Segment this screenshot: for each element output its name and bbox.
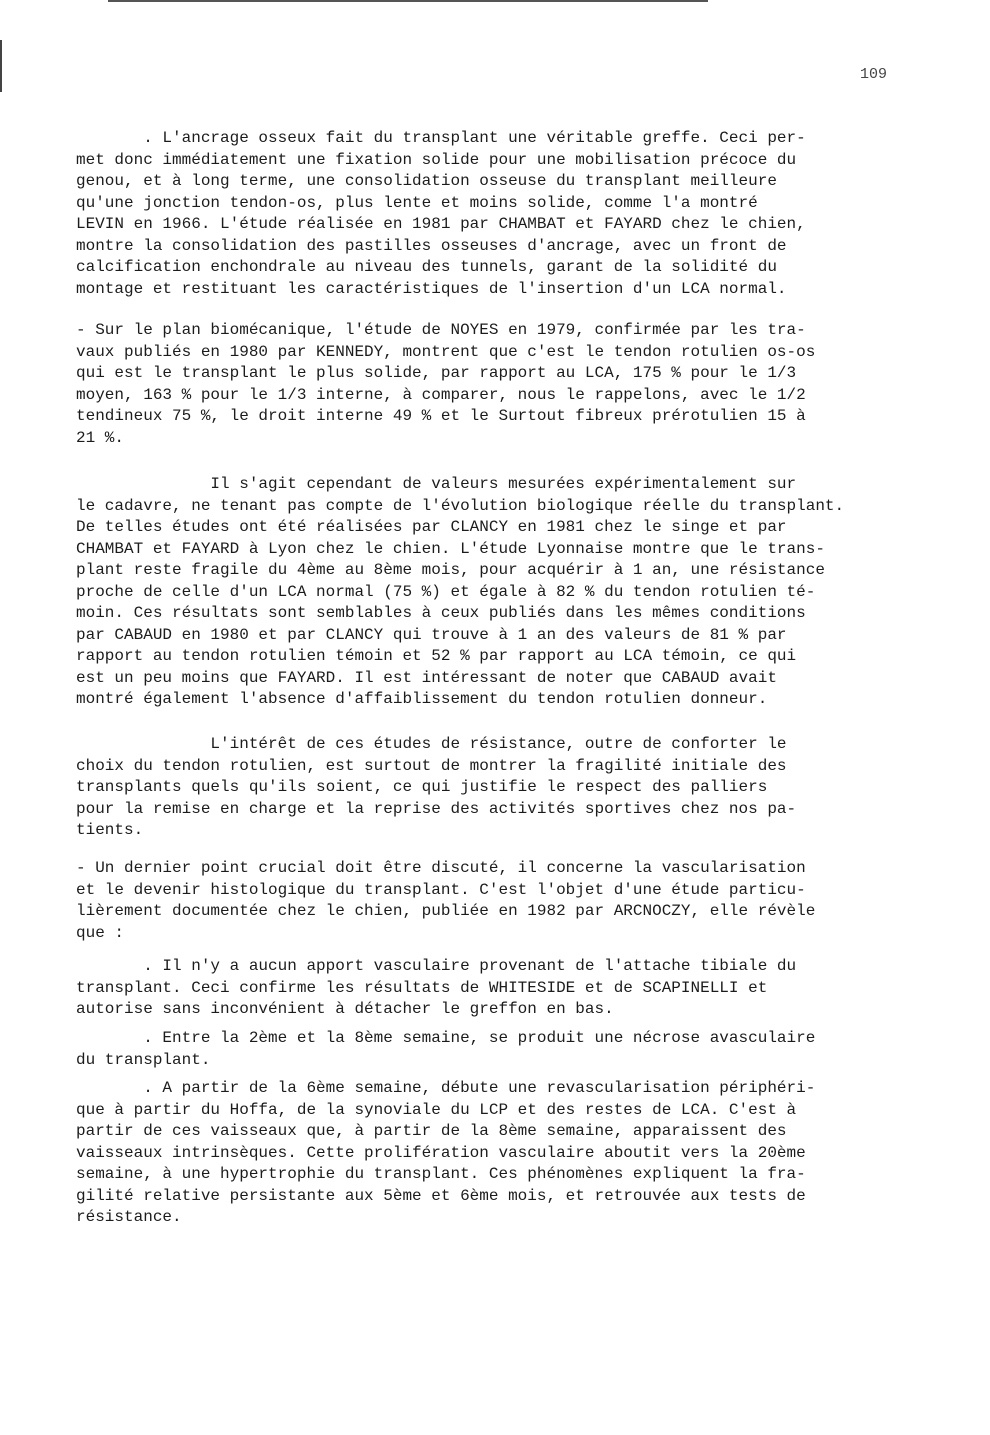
text-line: LEVIN en 1966. L'étude réalisée en 1981 par CHAMBAT et FAYARD chez le chien, [76,215,806,233]
text-line: CHAMBAT et FAYARD à Lyon chez le chien. L'étude Lyonnaise montre que le trans- [76,539,825,558]
text-line: De telles études ont été réalisées par CLANCY en 1981 chez le singe et par [76,518,787,536]
paragraph-revascularisation [76,1078,906,1229]
text-line: est un peu moins que FAYARD. Il est intéressant de noter que CABAUD avait [76,668,777,687]
text-line: autorise sans inconvénient à détacher le greffon en bas. [76,1000,614,1018]
text-line: montage et restituant les caractéristiques de l'insertion d'un LCA normal. [76,279,787,298]
paragraph-experimental-values [76,474,906,711]
text-line: . Entre la 2ème et la 8ème semaine, se produit une nécrose avasculaire [76,1029,816,1047]
paragraph-no-tibial-supply [76,956,906,1021]
text-line: tients. [76,821,144,839]
text-line: qui est le transplant le plus solide, par rapport au LCA, 175 % pour le 1/3 [76,364,797,382]
scan-edge-mark [0,40,2,92]
text-line: semaine, à une hypertrophie du transplant. Ces phénomènes expliquent la fra- [76,1165,806,1183]
text-line: montre la consolidation des pastilles osseuses d'ancrage, avec un front de [76,236,787,255]
text-line: par CABAUD en 1980 et par CLANCY qui trouve à 1 an des valeurs de 81 % par [76,625,787,644]
text-line: gilité relative persistante aux 5ème et 6ème mois, et retrouvée aux tests de [76,1186,806,1205]
text-line: pour la remise en charge et la reprise des activités sportives chez nos pa- [76,799,797,818]
text-line: et le devenir histologique du transplant. C'est l'objet d'une étude particu- [76,880,806,899]
text-line: choix du tendon rotulien, est surtout de montrer la fragilité initiale des [76,756,787,775]
paragraph-necrosis [76,1028,906,1071]
text-line: 21 %. [76,428,125,447]
page-number: 109 [860,66,888,83]
text-line: plant reste fragile du 4ème au 8ème mois, pour acquérir à 1 an, une résistance [76,561,825,579]
text-line: tendineux 75 %, le droit interne 49 % et le Surtout fibreux prérotulien 15 à [76,407,806,425]
text-line: - Sur le plan biomécanique, l'étude de NOYES en 1979, confirmée par les tra- [76,321,806,339]
text-line: calcification enchondrale au niveau des tunnels, garant de la solidité du [76,258,777,276]
text-line: genou, et à long terme, une consolidation osseuse du transplant meilleure [76,172,777,190]
text-line: . L'ancrage osseux fait du transplant une véritable greffe. Ceci per- [76,129,806,147]
text-line: - Un dernier point crucial doit être discuté, il concerne la vascularisation [76,859,806,877]
text-line: moin. Ces résultats sont semblables à ceux publiés dans les mêmes conditions [76,604,806,622]
text-line: qu'une jonction tendon-os, plus lente et moins solide, comme l'a montré [76,193,758,212]
paragraph-anchoring [76,128,906,300]
text-line: met donc immédiatement une fixation solide pour une mobilisation précoce du [76,150,797,169]
text-line: proche de celle d'un LCA normal (75 %) et égale à 82 % du tendon rotulien té- [76,582,816,601]
text-line: que : [76,923,125,942]
text-line: transplant. Ceci confirme les résultats de WHITESIDE et de SCAPINELLI et [76,978,768,997]
text-line: du transplant. [76,1050,211,1069]
text-line: L'intérêt de ces études de résistance, outre de conforter le [76,735,787,753]
paragraph-vascularisation [76,858,906,944]
text-line: que à partir du Hoffa, de la synoviale du LCP et des restes de LCA. C'est à [76,1100,797,1119]
text-line: montré également l'absence d'affaiblissement du tendon rotulien donneur. [76,690,768,708]
paragraph-resistance-interest [76,734,906,842]
top-rule [108,0,708,2]
text-line: rapport au tendon rotulien témoin et 52 % par rapport au LCA témoin, ce qui [76,647,797,665]
text-line: Il s'agit cependant de valeurs mesurées expérimentalement sur [76,475,797,493]
text-line: moyen, 163 % pour le 1/3 interne, à comparer, nous le rappelons, avec le 1/2 [76,385,806,404]
text-line: . Il n'y a aucun apport vasculaire provenant de l'attache tibiale du [76,957,797,975]
paragraph-biomechanics [76,320,906,449]
text-line: partir de ces vaisseaux que, à partir de la 8ème semaine, apparaissent des [76,1122,787,1140]
text-line: lièrement documentée chez le chien, publiée en 1982 par ARCNOCZY, elle révèle [76,902,816,920]
text-line: le cadavre, ne tenant pas compte de l'évolution biologique réelle du transplant. [76,496,845,515]
text-line: vaux publiés en 1980 par KENNEDY, montrent que c'est le tendon rotulien os-os [76,342,816,361]
text-line: transplants quels qu'ils soient, ce qui justifie le respect des palliers [76,778,768,796]
text-line: vaisseaux intrinsèques. Cette prolifération vasculaire aboutit vers la 20ème [76,1143,806,1162]
text-line: résistance. [76,1208,182,1226]
text-line: . A partir de la 6ème semaine, débute une revascularisation périphéri- [76,1079,816,1097]
